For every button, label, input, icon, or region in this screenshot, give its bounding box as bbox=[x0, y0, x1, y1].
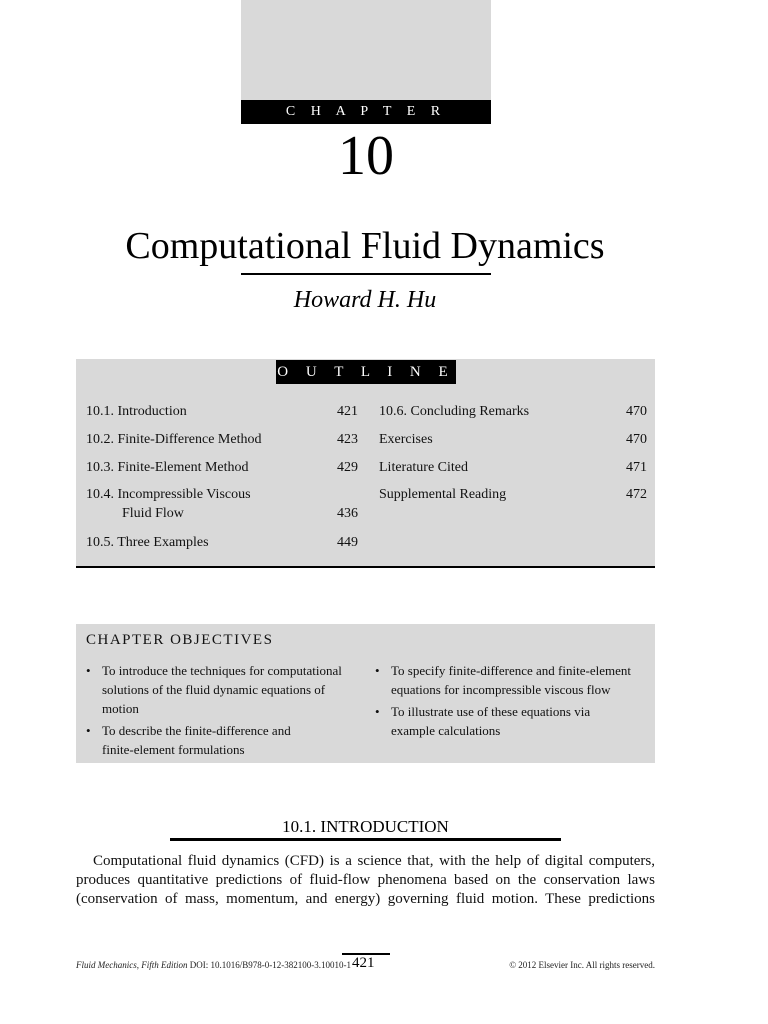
toc-entry[interactable] bbox=[379, 485, 647, 504]
toc-entry[interactable] bbox=[86, 402, 358, 421]
objective-line: example calculations bbox=[391, 723, 501, 738]
bullet-icon: • bbox=[375, 704, 380, 719]
toc-entry[interactable] bbox=[86, 533, 358, 552]
bullet-icon: • bbox=[86, 663, 91, 678]
outline-right-column bbox=[379, 402, 647, 522]
toc-page: 436 bbox=[337, 506, 358, 521]
chapter-title: Computational Fluid Dynamics bbox=[125, 225, 605, 267]
footer-doi[interactable]: DOI: 10.1016/B978-0-12-382100-3.10010-1 bbox=[189, 960, 351, 970]
body-line: produces quantitative predictions of fluid-flow phenomena based on the conservation laws bbox=[76, 872, 655, 888]
objectives-left-column bbox=[86, 661, 366, 762]
objective-line: solutions of the fluid dynamic equations of bbox=[102, 682, 326, 697]
toc-page: 472 bbox=[626, 487, 647, 502]
toc-page: 470 bbox=[626, 432, 647, 447]
toc-entry[interactable] bbox=[86, 458, 358, 477]
toc-title-continued: Fluid Flow bbox=[122, 506, 184, 521]
section-heading: 10.1. INTRODUCTION bbox=[282, 817, 449, 836]
objective-line: finite-element formulations bbox=[102, 742, 245, 757]
chapter-label: C H A P T E R bbox=[241, 100, 491, 124]
body-line: (conservation of mass, momentum, and energy) governing fluid motion. These predictions bbox=[76, 891, 655, 907]
objective-line: To introduce the techniques for computational bbox=[102, 663, 342, 678]
author: Howard H. Hu bbox=[293, 287, 437, 313]
title-rule bbox=[241, 273, 491, 275]
toc-entry[interactable] bbox=[86, 430, 358, 449]
toc-page: 421 bbox=[337, 404, 358, 419]
objective-item bbox=[375, 702, 647, 740]
toc-title: Incompressible Viscous bbox=[117, 487, 251, 502]
toc-number: 10.5. bbox=[86, 535, 114, 550]
toc-title: Concluding Remarks bbox=[410, 404, 530, 419]
objectives-right-column bbox=[375, 661, 647, 743]
toc-title: Three Examples bbox=[117, 535, 209, 550]
footer-copyright: © 2012 Elsevier Inc. All rights reserved. bbox=[509, 960, 655, 970]
objective-line: equations for incompressible viscous flow bbox=[391, 682, 611, 697]
toc-page: 471 bbox=[626, 460, 647, 475]
body-paragraph bbox=[76, 852, 655, 909]
outline-rule bbox=[76, 566, 655, 568]
toc-title: Finite-Difference Method bbox=[117, 432, 262, 447]
objective-line: To describe the finite-difference and bbox=[102, 723, 291, 738]
toc-page: 429 bbox=[337, 460, 358, 475]
toc-number: 10.3. bbox=[86, 460, 114, 475]
chapter-number: 10 bbox=[338, 125, 394, 187]
toc-number: 10.1. bbox=[86, 404, 114, 419]
objective-item bbox=[86, 661, 366, 718]
toc-number: 10.4. bbox=[86, 487, 114, 502]
toc-number: 10.2. bbox=[86, 432, 114, 447]
section-rule bbox=[170, 838, 561, 841]
toc-title: Exercises bbox=[379, 432, 433, 447]
chapter-header-block bbox=[241, 0, 491, 100]
toc-title: Introduction bbox=[117, 404, 187, 419]
toc-entry[interactable] bbox=[379, 458, 647, 477]
toc-entry[interactable] bbox=[86, 485, 358, 523]
toc-page: 449 bbox=[337, 535, 358, 550]
objective-line: motion bbox=[102, 701, 139, 716]
objective-item bbox=[375, 661, 647, 699]
toc-title: Literature Cited bbox=[379, 460, 469, 475]
objectives-title: CHAPTER OBJECTIVES bbox=[86, 632, 274, 648]
outline-left-column bbox=[86, 402, 358, 562]
toc-number: 10.6. bbox=[379, 404, 407, 419]
objective-line: To specify finite-difference and finite-element bbox=[391, 663, 631, 678]
toc-title: Finite-Element Method bbox=[117, 460, 249, 475]
toc-page: 470 bbox=[626, 404, 647, 419]
objective-item bbox=[86, 721, 366, 759]
objective-line: To illustrate use of these equations via bbox=[391, 704, 591, 719]
toc-page: 423 bbox=[337, 432, 358, 447]
footer-book: Fluid Mechanics, Fifth Edition bbox=[76, 960, 188, 970]
page-number: 421 bbox=[352, 955, 375, 971]
toc-title: Supplemental Reading bbox=[379, 487, 507, 502]
bullet-icon: • bbox=[86, 723, 91, 738]
body-line: Computational fluid dynamics (CFD) is a science that, with the help of digital computers, bbox=[93, 853, 655, 869]
toc-entry[interactable] bbox=[379, 430, 647, 449]
outline-label: O U T L I N E bbox=[276, 360, 456, 384]
toc-entry[interactable] bbox=[379, 402, 647, 421]
footer-citation bbox=[76, 960, 351, 970]
bullet-icon: • bbox=[375, 663, 380, 678]
